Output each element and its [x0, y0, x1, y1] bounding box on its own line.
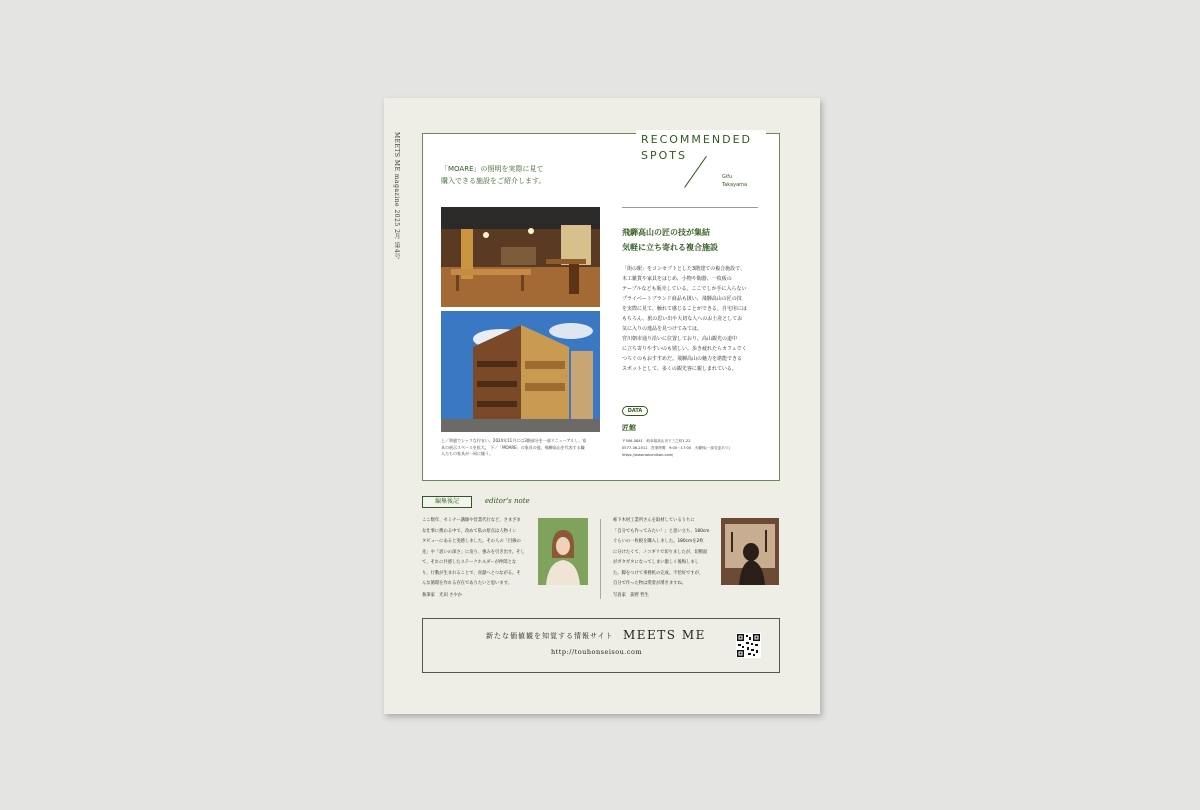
venue-info: 〒506-0841 岐阜県高山市下三之町1-22 0577-36-2511 営業時間 9:00〜17:00 火曜休(一部変更あり) https://www.takumikan.com/ [622, 439, 730, 457]
footer-url[interactable]: http://touhonseisou.com [551, 648, 643, 656]
building-photo [441, 311, 600, 432]
feature-place: Gifu Takayama [722, 174, 748, 188]
photo-caption: 上／和風でシックな佇まい。2024年11月には3階部分を一部リニューアルし、家 具の展示スペースを拡大。 下／「MOARE」の家具の他、飛騨高山を代表する職 人たちの家具が一同に揃う。 [441, 438, 587, 456]
editors-divider [600, 519, 601, 599]
feature-headline: 飛騨高山の匠の技が集結 気軽に立ち寄れる複合施設 [622, 228, 718, 252]
footer-tagline: 新たな価値観を知覚する情報サイト [486, 632, 614, 640]
feature-body: 「街の駅」をコンセプトとした3階建ての複合施設で、 木工雑貨や家具をはじめ、小物や陶器、一枚板の テーブルなども販売している。ここでしか手に入らない プライベートブランド商品も扱い、飛騨高山の匠の技 を実際に見て、触れて感じることができる。自宅用には もちろん、旅の思い出や大切な人へのお土産としてお 気に入りの逸品を見つけてみては。 宮川朝市通り沿いに位置しており、高山観光の道中 に立ち寄りやすいのも嬉しい。歩き疲れたらカフェでく つろぐのもおすすめだ。飛騨高山の魅力を堪能できる スポットとして、多くの観光客に親しまれている。 [622, 266, 747, 372]
editor-right-text: 柿下木材工業所さんを取材しているうちに 「自分でも作ってみたい！」と思い立ち、180cm ぐらいの一枚板を購入しました。180cmを2枚 に分けたくて、ノコギリで切りましたが、切断面 がガタガタになってしまい激しく後悔しまし た。脚をつけて事務机の完成。不恰好ですが、 自分で作った物は愛着が湧きますね。 [613, 518, 710, 586]
editor-left-text: ここ数年、セミナー講師や営業代行など、さまざま な仕事に携わる中で、改めて私の原点は人物イン タビューにあると実感しました。その人の「目線の 先」や「思いの深さ」に迫り、強みを引き出す。そし て、それに共感したステークホルダーが仲間とな り、行動が生まれることで、貢献へとつながる。そ んな循環を作れる存在でありたいと思います。 [422, 518, 525, 586]
editors-label: 編集後記 [422, 496, 472, 508]
footer-brand: MEETS ME [623, 628, 706, 642]
editors-note-title: editor's note [485, 497, 530, 505]
footer-box [422, 618, 780, 673]
spine-text: MEETS ME magazine 2025 2月 第4号 [393, 132, 400, 260]
editor-right-portrait [721, 518, 779, 585]
editor-right-sign: 写真家 荻野 哲生 [613, 593, 649, 598]
feature-intro: 「MOARE」の照明を実際に見て 購入できる施設をご紹介します。 [441, 165, 546, 185]
feature-title: RECOMMENDED SPOTS [641, 133, 752, 162]
data-badge: DATA [622, 406, 648, 416]
editor-left-sign: 執筆家 光田 さやか [422, 593, 463, 598]
venue-name: 匠館 [622, 424, 636, 432]
headline-divider [622, 207, 758, 208]
interior-photo [441, 207, 600, 307]
qr-code-icon[interactable] [736, 633, 761, 658]
editor-left-portrait [538, 518, 588, 585]
